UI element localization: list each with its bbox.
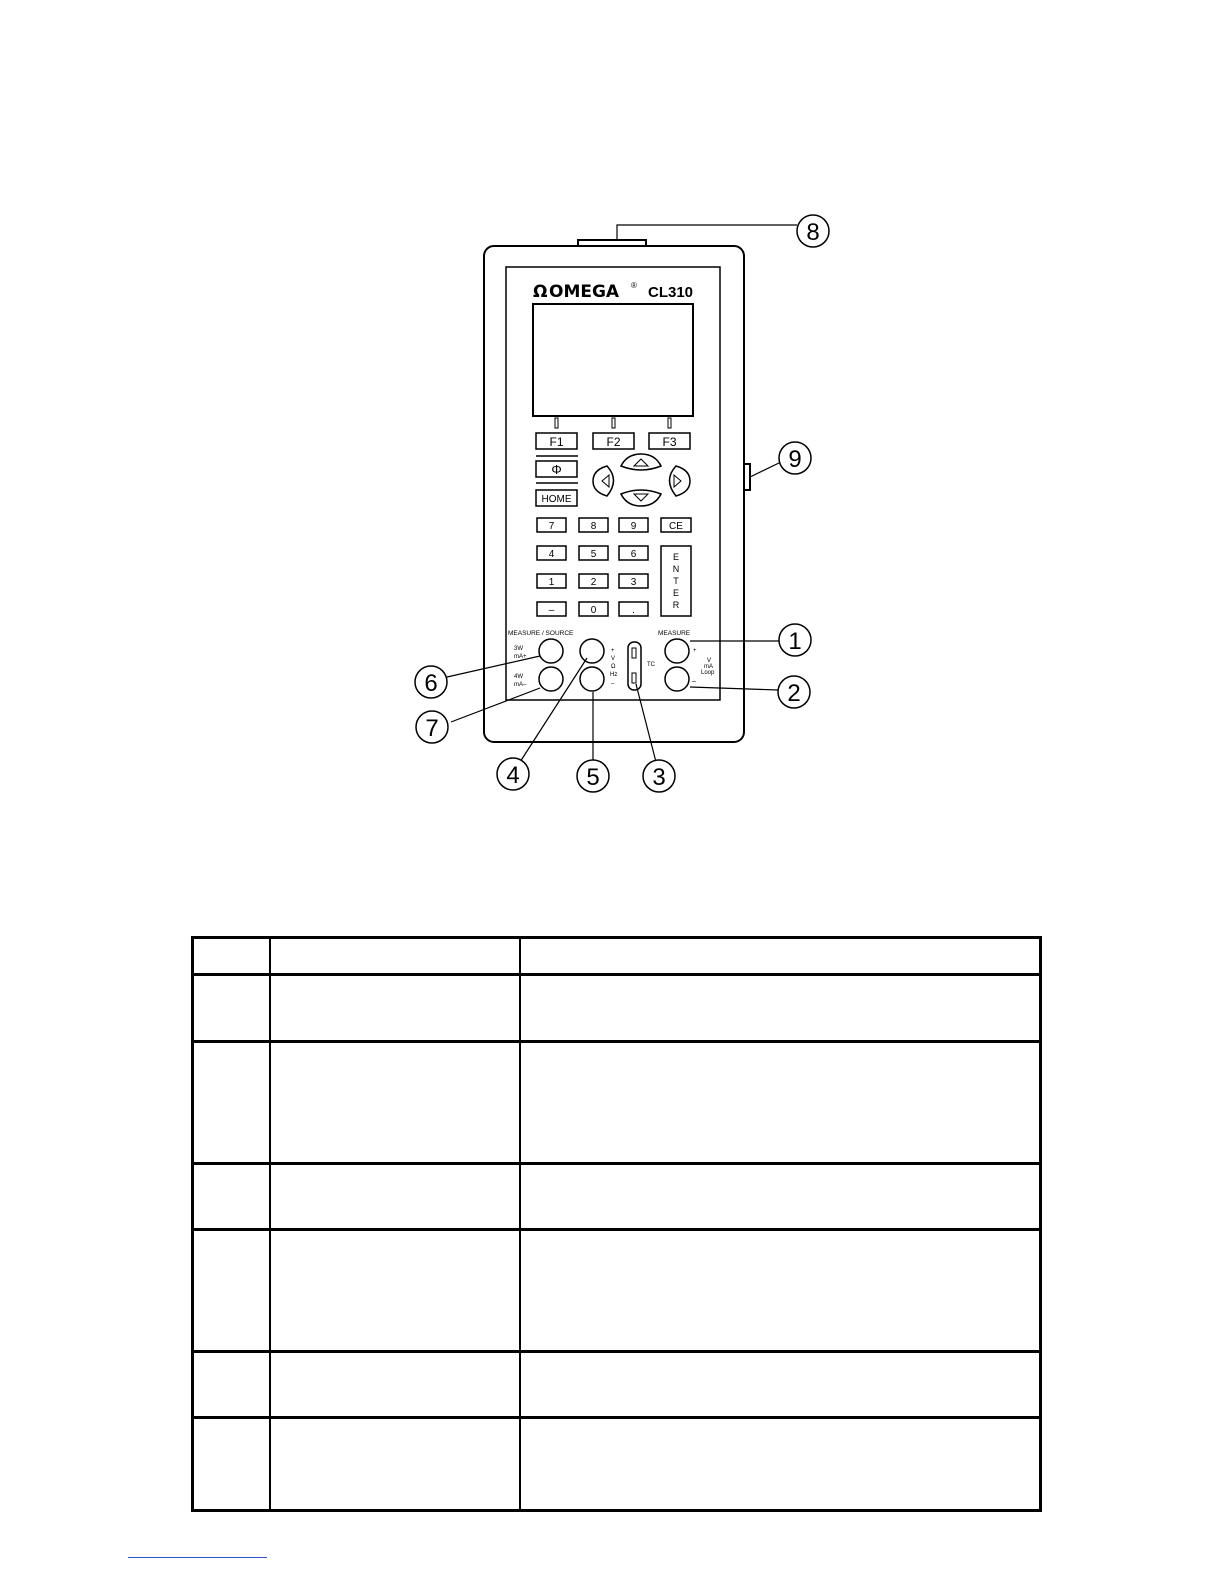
svg-text:F1: F1	[549, 435, 564, 449]
table-row	[194, 976, 1039, 1043]
f2-key[interactable]	[593, 433, 634, 449]
source-ohm-label: Ω	[611, 664, 616, 670]
jack-measure-minus[interactable]	[665, 667, 689, 691]
key-5[interactable]	[579, 546, 608, 560]
svg-text:R: R	[672, 600, 680, 610]
table-cell-num	[194, 939, 269, 973]
table-cell-name	[271, 1419, 519, 1509]
svg-text:2: 2	[787, 680, 801, 707]
svg-text:7: 7	[548, 521, 555, 532]
f1-key[interactable]	[536, 433, 577, 449]
key-7[interactable]	[537, 518, 566, 532]
key-2[interactable]	[579, 574, 608, 588]
omega-logo	[533, 281, 693, 302]
power-icon: Φ	[551, 462, 562, 477]
table-cell-name	[271, 1165, 519, 1228]
svg-text:3: 3	[630, 577, 637, 588]
table-cell-description	[521, 1231, 1039, 1350]
table-cell-name	[271, 1231, 519, 1350]
table-cell-num	[194, 1231, 269, 1350]
callout-1	[779, 624, 811, 656]
table-cell-name	[271, 976, 519, 1040]
table-cell-description	[521, 1165, 1039, 1228]
jack-measure-plus[interactable]	[665, 639, 689, 663]
key-minus[interactable]	[537, 602, 566, 616]
svg-text:E: E	[672, 588, 680, 598]
svg-text:3: 3	[652, 764, 666, 791]
svg-text:9: 9	[788, 446, 802, 473]
table-row	[194, 1043, 1039, 1165]
home-key[interactable]	[536, 490, 577, 506]
f3-key[interactable]	[649, 433, 690, 449]
callout-8	[797, 215, 829, 247]
svg-text:4: 4	[548, 549, 555, 560]
ma-plus-label: mA+	[514, 654, 527, 660]
svg-text:1: 1	[548, 577, 555, 588]
svg-text:1: 1	[788, 628, 802, 655]
key-8[interactable]	[579, 518, 608, 532]
lcd-screen	[533, 304, 693, 416]
svg-text:F3: F3	[662, 435, 677, 449]
measure-minus-label: –	[692, 678, 696, 685]
footer-link-underline	[128, 1557, 267, 1558]
measure-plus-label: +	[693, 648, 697, 654]
tc-label: TC	[647, 662, 655, 668]
table-cell-num	[194, 1043, 269, 1162]
measure-source-label: MEASURE / SOURCE	[508, 630, 574, 637]
table-cell-description	[521, 1043, 1039, 1162]
source-minus-label: –	[611, 681, 615, 687]
table-cell-name	[271, 939, 519, 973]
measure-label: MEASURE	[658, 630, 691, 637]
svg-text:6: 6	[424, 670, 438, 697]
svg-text:2: 2	[590, 577, 597, 588]
table-cell-description	[521, 939, 1039, 973]
svg-text:8: 8	[590, 521, 597, 532]
table-column-divider-2	[519, 939, 521, 1509]
table-row	[194, 1419, 1039, 1509]
source-v-label: V	[611, 656, 616, 662]
svg-text:7: 7	[425, 715, 439, 742]
source-hz-label: Hz	[610, 672, 618, 678]
4w-label: 4W	[514, 674, 523, 680]
callout-4	[497, 758, 529, 790]
key-ce[interactable]	[661, 518, 691, 532]
svg-text:E: E	[672, 552, 680, 562]
svg-text:8: 8	[806, 219, 820, 246]
svg-text:0: 0	[590, 605, 597, 616]
table-header-row	[194, 939, 1039, 976]
table-column-divider-1	[269, 939, 271, 1509]
jack-4w-ma-minus[interactable]	[539, 667, 563, 691]
enter-key[interactable]	[661, 546, 691, 616]
3w-label: 3W	[514, 646, 523, 652]
table-row	[194, 1353, 1039, 1419]
key-1[interactable]	[537, 574, 566, 588]
measure-v-label: V	[707, 658, 712, 664]
svg-text:5: 5	[590, 549, 597, 560]
key-decimal[interactable]	[619, 602, 648, 616]
svg-text:N: N	[672, 564, 680, 574]
table-cell-description	[521, 1353, 1039, 1416]
table-cell-num	[194, 1353, 269, 1416]
tc-connector[interactable]	[628, 642, 641, 690]
key-4[interactable]	[537, 546, 566, 560]
callout-6	[415, 666, 447, 698]
model-name: CL310	[648, 284, 694, 301]
callout-2	[778, 676, 810, 708]
jack-source-plus[interactable]	[580, 639, 604, 663]
source-plus-label: +	[611, 648, 615, 654]
key-3[interactable]	[619, 574, 648, 588]
svg-text:.: .	[632, 605, 635, 616]
table-cell-name	[271, 1043, 519, 1162]
omega-symbol: Ω	[533, 282, 548, 302]
callout-9	[779, 442, 811, 474]
svg-text:5: 5	[586, 764, 600, 791]
svg-text:HOME: HOME	[541, 494, 572, 505]
table-cell-description	[521, 976, 1039, 1040]
legend-table	[191, 936, 1042, 1512]
callout-7	[416, 711, 448, 743]
svg-text:F2: F2	[606, 435, 621, 449]
table-cell-description	[521, 1419, 1039, 1509]
brand-name: OMEGA	[549, 282, 620, 302]
ma-minus-label: mA–	[514, 682, 527, 688]
measure-loop-label: Loop	[701, 670, 715, 676]
table-cell-num	[194, 976, 269, 1040]
callout-5	[577, 760, 609, 792]
svg-text:CE: CE	[669, 521, 683, 532]
svg-text:6: 6	[630, 549, 637, 560]
jack-source-minus[interactable]	[580, 667, 604, 691]
table-cell-num	[194, 1165, 269, 1228]
table-row	[194, 1165, 1039, 1231]
table-row	[194, 1231, 1039, 1353]
measure-ma-label: mA	[704, 664, 713, 670]
svg-text:–: –	[548, 605, 555, 616]
callout-3	[643, 760, 675, 792]
registered-mark: ®	[631, 281, 637, 290]
power-key[interactable]	[536, 461, 577, 477]
key-6[interactable]	[619, 546, 648, 560]
key-9[interactable]	[619, 518, 648, 532]
table-cell-name	[271, 1353, 519, 1416]
svg-text:4: 4	[506, 762, 520, 789]
svg-text:T: T	[673, 576, 679, 586]
jack-3w-ma-plus[interactable]	[539, 639, 563, 663]
table-cell-num	[194, 1419, 269, 1509]
key-0[interactable]	[579, 602, 608, 616]
svg-text:9: 9	[630, 521, 637, 532]
